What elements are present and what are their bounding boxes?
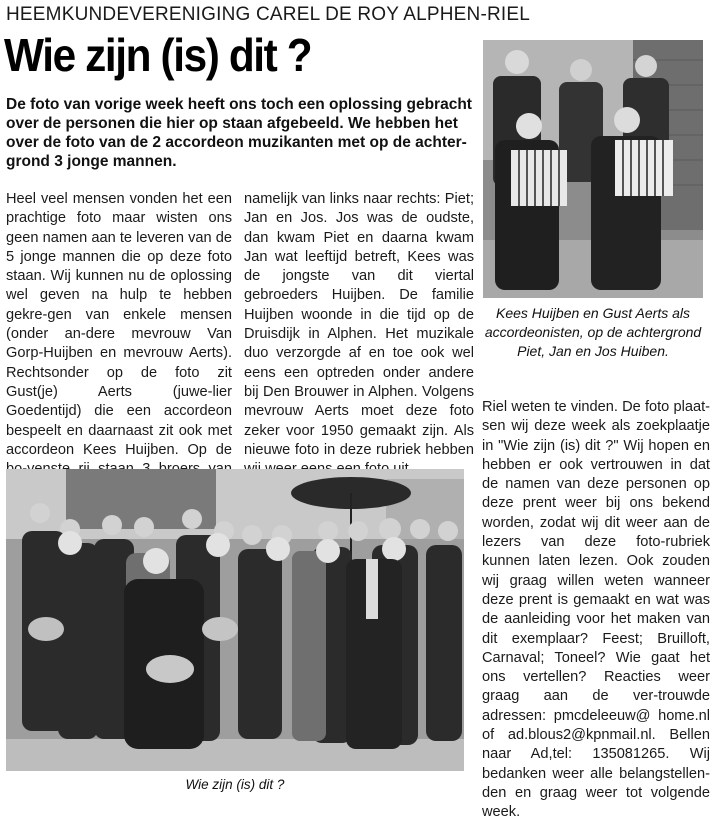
accordeon-photo <box>483 40 703 298</box>
page-title: Wie zijn (is) dit ? <box>4 29 312 81</box>
lead-paragraph: De foto van vorige week heeft ons toch een oplossing gebracht over de personen die hier op staan afgebeeld. We hebben het over de foto van de 2 accordeon muzikanten met op de achter-grond 3 jonge mannen. <box>6 96 472 170</box>
article-column-2: namelijk van links naar rechts: Piet; Jan en Jos. Jos was de oudste, dan kwam Piet en daarna kwam Jan wat leeftijd betreft, Kees was de jongste van dit viertal gebroeders Huijben. De familie Huijben woonde in die tijd op de Druisdijk in Alphen. Het muzikale duo verzorgde af en toe ook wel eens een optreden onder andere bij Den Brouwer in Alphen. Volgens mevrouw Aerts moet deze foto zeker voor 1950 gemaakt zijn. Als nieuwe foto in deze rubriek hebben <box>244 191 474 458</box>
group-photo <box>6 469 464 771</box>
article-column-3: Riel weten te vinden. De foto plaat-sen wij deze week als zoekplaatje in "Wie zijn (is) dit ?" Wij hopen en hebben er ook vertrouwen in dat de namen van deze personen op deze prent weer bij ons bekend worden, zodat wij dit weer aan de lezers van deze foto-rubriek kunnen laten lezen. Ook zouden wij graag willen weten wanneer deze prent is gemaakt en wat was de aanleiding voor het maken van dit exemplaar? Feest; Bruilloft, Carnaval; Toneel? Wie gaat het ons vertellen? Reacties weer graag aan de ver-trouwde adressen: pmcdeleeuw@ home.nl of ad.blous2@kpnmail.nl. Bellen naar Ad,tel: 135081265. Wij bedanken weer alle belangstellen-den en graag weer tot volgende week. <box>482 399 710 821</box>
group-photo-caption: Wie zijn (is) dit ? <box>185 777 285 792</box>
section-kicker: HEEMKUNDEVERENIGING CAREL DE ROY ALPHEN-RIEL <box>6 4 531 25</box>
article-column-1: Heel veel mensen vonden het een prachtige foto maar wisten ons geen namen aan te leveren van de 5 jonge mannen die op deze foto staan. Wij kunnen nu de oplossing wel geven na hulp te hebben gekre-gen van enkele mensen (onder an-dere mevrouw Van Gorp-Huijben en mevrouw Aerts). Rechtsonder op de foto zit Gust(je) Aerts (juwe-lier Goedentijd) die een accordeon bespeelt en daarnaast zit ook met accordeon Kees Huijben. Op de <box>6 191 232 458</box>
accordeon-photo-caption: Kees Huijben en Gust Aerts als accordeonisten, op de achtergrond Piet, Jan en Jos Huiben. <box>484 305 702 359</box>
